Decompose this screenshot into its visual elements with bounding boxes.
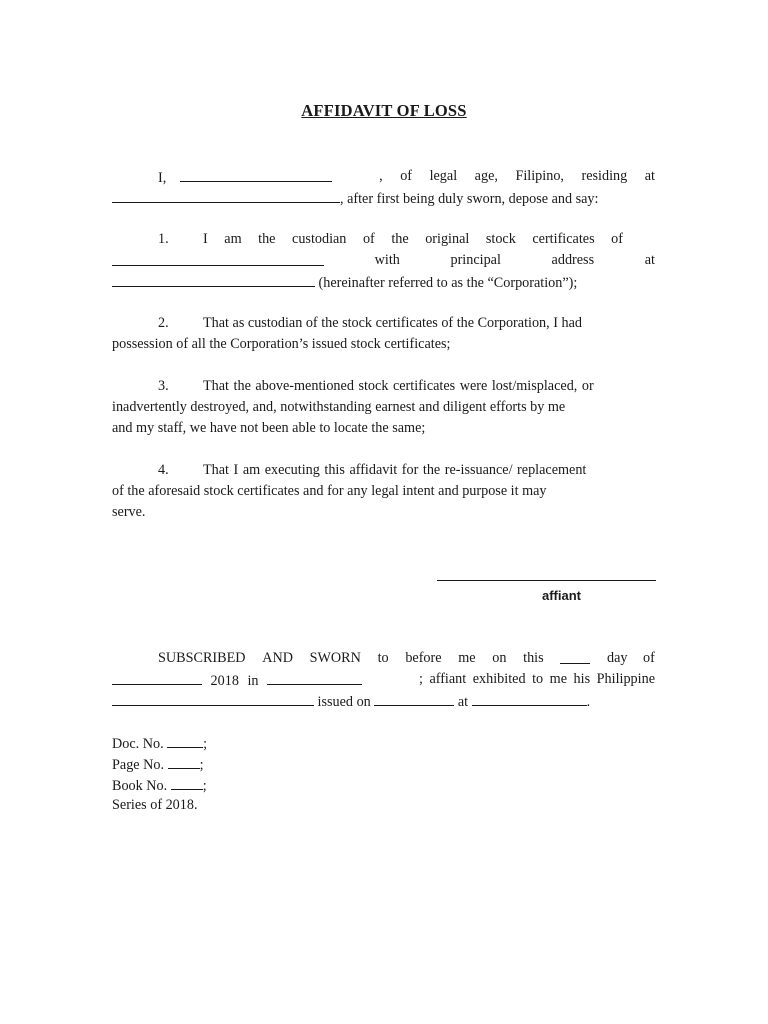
series-line: Series of 2018. [112,797,198,813]
para-2-line-1 [158,313,582,334]
para-2-text-1: That as custodian of the stock certificates of the Corporation, I had [203,315,582,331]
name-blank[interactable] [180,166,332,182]
jurat-line-2 [112,669,655,690]
day-blank[interactable] [560,648,590,664]
para-3-number: 3. [158,378,169,394]
para-4-line-2: of the aforesaid stock certificates and for any legal intent and purpose it may [112,483,547,499]
para-1-text-3: (hereinafter referred to as the “Corporation”); [315,275,578,291]
corporation-name-blank[interactable] [112,250,324,266]
residence-blank[interactable] [112,187,340,203]
para-1-line-3 [112,271,577,292]
place-blank[interactable] [267,669,362,685]
page-no-blank[interactable] [168,753,200,769]
id-blank[interactable] [112,690,314,706]
jurat-word: AND [262,650,293,666]
page-no-line [112,753,204,774]
para-1-number: 1. [158,231,169,247]
para-1-word: at [644,252,655,268]
jurat-word: before [405,650,442,666]
jurat-at: at [454,694,472,710]
jurat-word: this [523,650,544,666]
jurat-word: me [458,650,476,666]
issue-date-blank[interactable] [374,690,454,706]
para-3-line-2: inadvertently destroyed, and, notwithstanding earnest and diligent efforts by me [112,399,566,415]
doc-no-label: Doc. No. [112,736,168,752]
para-4-line-3: serve. [112,504,146,520]
para-4-number: 4. [158,462,169,478]
semicolon: ; [199,757,204,773]
para-2-line-2: possession of all the Corporation’s issued stock certificates; [112,336,451,352]
jurat-period: . [586,694,591,710]
jurat-affiant-exhibited: ; affiant exhibited to me his Philippine [418,671,655,687]
para-4-text-1: That I am executing this affidavit for the re-issuance/ replacement [203,462,587,478]
jurat-word: SUBSCRIBED [158,650,246,666]
jurat-issued-on: issued on [314,694,375,710]
para-4-line-1 [158,460,586,481]
jurat-word: to [377,650,389,666]
jurat-word: on [492,650,507,666]
book-no-label: Book No. [112,778,171,794]
para-3-line-1 [158,376,594,397]
intro-i: I, [112,166,332,187]
signature-line[interactable] [437,580,656,581]
para-3-line-3: and my staff, we have not been able to locate the same; [112,420,426,436]
para-1-word: principal [450,252,501,268]
doc-no-blank[interactable] [167,732,203,748]
book-no-line [112,774,207,795]
book-no-blank[interactable] [171,774,203,790]
para-1-text-1: I am the custodian of the original stock certificates of [203,231,623,247]
jurat-word: SWORN [309,650,361,666]
para-1-line-2 [112,250,655,271]
intro-line-1 [112,166,655,187]
para-1-word: address [551,252,595,268]
intro-after-name: , of legal age, Filipino, residing at [379,168,655,184]
issue-place-blank[interactable] [472,690,587,706]
page-no-label: Page No. [112,757,168,773]
semicolon: ; [202,778,207,794]
doc-no-line [112,732,207,753]
para-2-number: 2. [158,315,169,331]
para-3-text-1: That the above-mentioned stock certificates were lost/misplaced, or [203,378,594,394]
intro-depose: , after first being duly sworn, depose and say: [340,191,599,207]
month-blank[interactable] [112,669,202,685]
para-1-line-1 [112,229,655,250]
affiant-label: affiant [542,588,581,603]
para-1-word: with [374,252,400,268]
document-title: AFFIDAVIT OF LOSS [301,101,467,120]
intro-line-2 [112,187,598,208]
jurat-year: 2018 in [202,673,268,689]
jurat-day-of: day of [607,650,655,666]
jurat-line-1 [158,648,655,669]
principal-address-blank[interactable] [112,271,315,287]
semicolon: ; [203,736,208,752]
jurat-line-3 [112,690,590,711]
